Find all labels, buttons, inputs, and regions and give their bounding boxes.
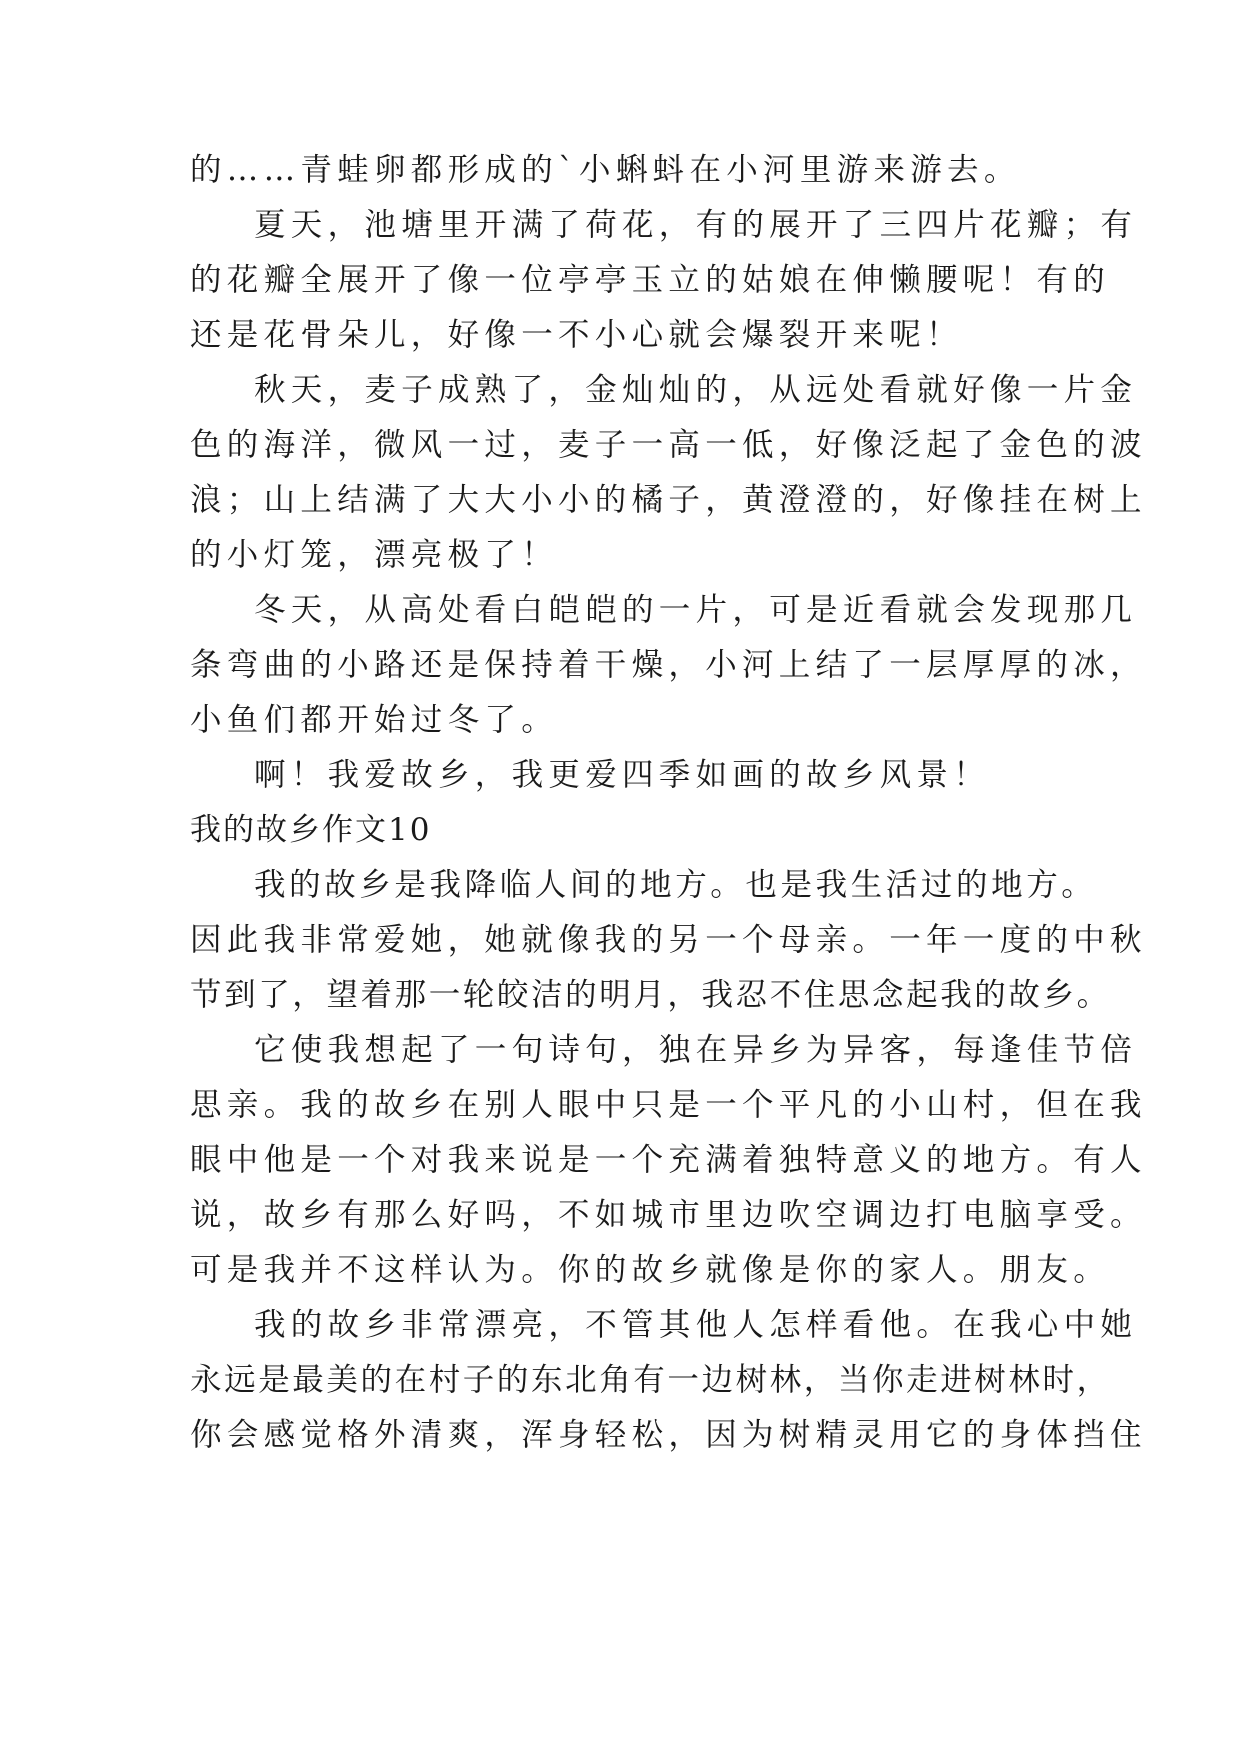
text-line: 说，故乡有那么好吗，不如城市里边吹空调边打电脑享受。 bbox=[190, 1197, 1147, 1233]
text-line: 的花瓣全展开了像一位亭亭玉立的姑娘在伸懒腰呢！有的 bbox=[190, 262, 1111, 298]
text-line: 因此我非常爱她，她就像我的另一个母亲。一年一度的中秋 bbox=[190, 922, 1147, 958]
paragraph-line: 啊！我爱故乡，我更爱四季如画的故乡风景！ bbox=[254, 757, 991, 793]
paragraph-line: 秋天，麦子成熟了，金灿灿的，从远处看就好像一片金 bbox=[254, 372, 1138, 408]
text-line: 的小灯笼，漂亮极了！ bbox=[190, 537, 559, 573]
paragraph-line: 我的故乡是我降临人间的地方。也是我生活过的地方。 bbox=[254, 867, 1097, 903]
text-line: 永远是最美的在村子的东北角有一边树林，当你走进树林时， bbox=[190, 1362, 1111, 1398]
paragraph-line: 冬天，从高处看白皑皑的一片，可是近看就会发现那几 bbox=[254, 592, 1138, 628]
text-line: 可是我并不这样认为。你的故乡就像是你的家人。朋友。 bbox=[190, 1252, 1111, 1288]
section-title: 我的故乡作文10 bbox=[190, 812, 432, 848]
text-line: 思亲。我的故乡在别人眼中只是一个平凡的小山村，但在我 bbox=[190, 1087, 1147, 1123]
text-line: 条弯曲的小路还是保持着干燥，小河上结了一层厚厚的冰， bbox=[190, 647, 1147, 683]
text-line: 小鱼们都开始过冬了。 bbox=[190, 702, 559, 738]
text-line: 节到了，望着那一轮皎洁的明月，我忍不住思念起我的故乡。 bbox=[190, 977, 1111, 1013]
paragraph-line: 夏天，池塘里开满了荷花，有的展开了三四片花瓣；有 bbox=[254, 207, 1138, 243]
text-line: 浪；山上结满了大大小小的橘子，黄澄澄的，好像挂在树上 bbox=[190, 482, 1147, 518]
text-line: 还是花骨朵儿，好像一不小心就会爆裂开来呢！ bbox=[190, 317, 963, 353]
text-line: 的……青蛙卵都形成的`小蝌蚪在小河里游来游去。 bbox=[190, 152, 1021, 188]
text-line: 你会感觉格外清爽，浑身轻松，因为树精灵用它的身体挡住 bbox=[190, 1417, 1147, 1453]
text-line: 眼中他是一个对我来说是一个充满着独特意义的地方。有人 bbox=[190, 1142, 1147, 1178]
paragraph-line: 它使我想起了一句诗句，独在异乡为异客，每逢佳节倍 bbox=[254, 1032, 1138, 1068]
text-line: 色的海洋，微风一过，麦子一高一低，好像泛起了金色的波 bbox=[190, 427, 1147, 463]
paragraph-line: 我的故乡非常漂亮，不管其他人怎样看他。在我心中她 bbox=[254, 1307, 1138, 1343]
